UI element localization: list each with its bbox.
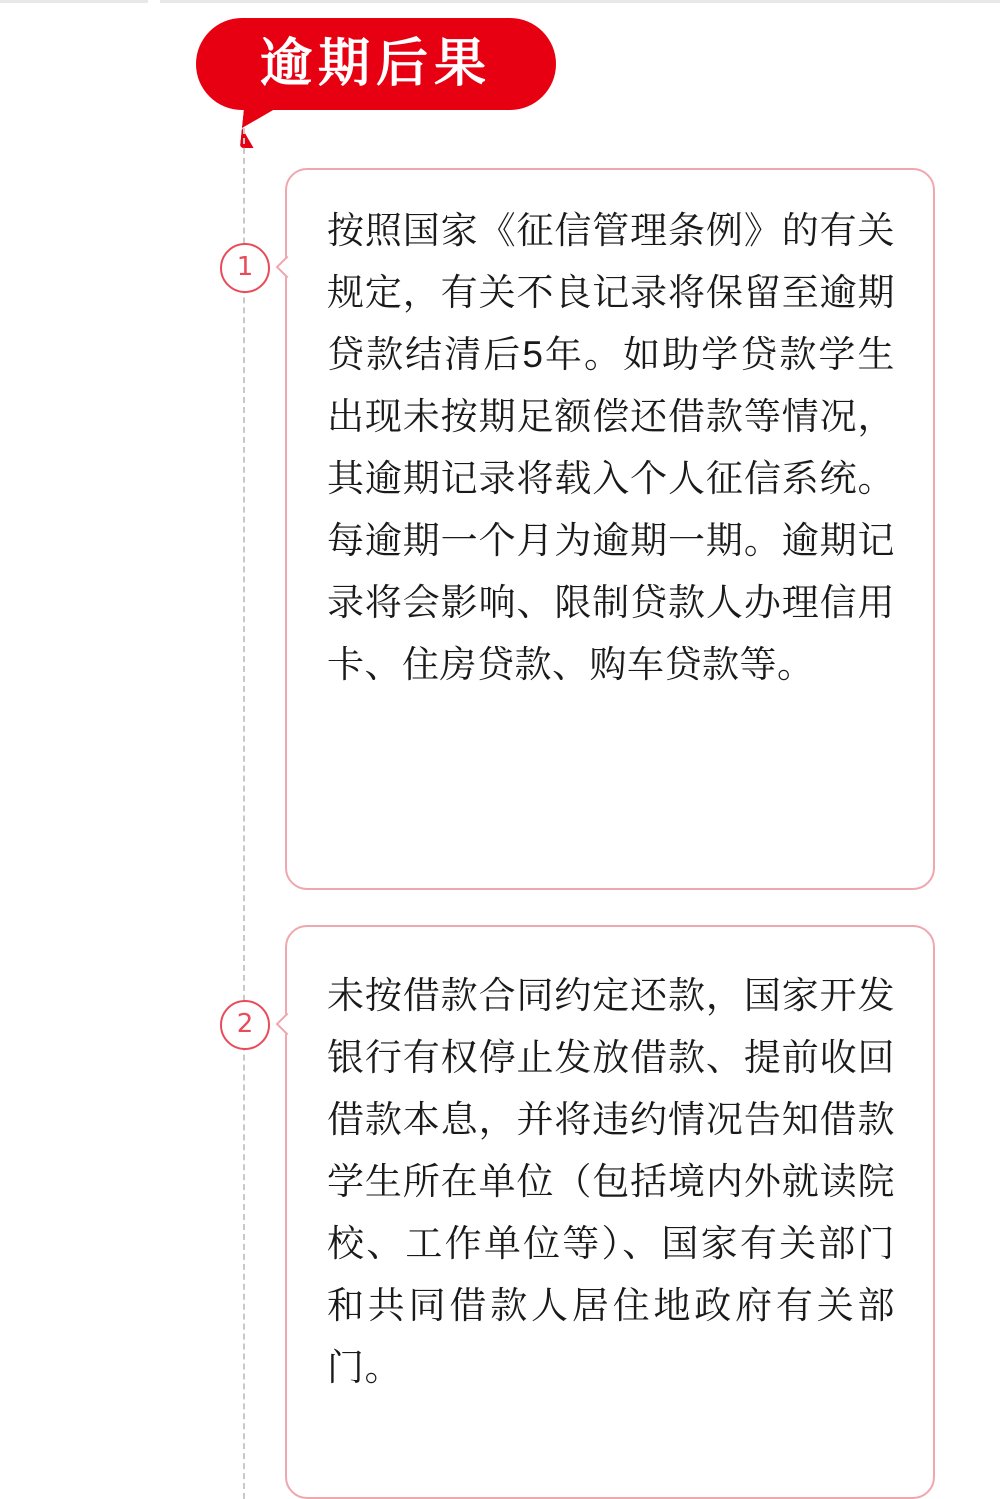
timeline-dashed-line bbox=[243, 128, 245, 1499]
top-divider-right-segment bbox=[160, 0, 1000, 3]
top-divider bbox=[0, 0, 1000, 3]
list-marker-2: 2 bbox=[220, 1000, 270, 1050]
page-title: 逾期后果 bbox=[259, 35, 492, 93]
header-banner bbox=[196, 18, 556, 146]
card-text-2: 未按借款合同约定还款，国家开发银行有权停止发放借款、提前收回借款本息，并将违约情况告知借款学生所在单位（包括境内外就读院校、工作单位等）、国家有关部门和共同借款人居住地政府有关部门。 bbox=[327, 975, 895, 1388]
card-text-1: 按照国家《征信管理条例》的有关规定，有关不良记录将保留至逾期贷款结清后5年。如助学贷款学生出现未按期足额偿还借款等情况，其逾期记录将载入个人征信系统。每逾期一个月为逾期一期。逾期记录将会影响、限制贷款人办理信用卡、住房贷款、购车贷款等。 bbox=[327, 210, 895, 685]
top-divider-left-segment bbox=[0, 0, 148, 3]
content-card-1 bbox=[285, 168, 935, 890]
list-marker-1: 1 bbox=[220, 243, 270, 293]
content-card-2 bbox=[285, 925, 935, 1499]
banner-pill bbox=[196, 18, 556, 110]
